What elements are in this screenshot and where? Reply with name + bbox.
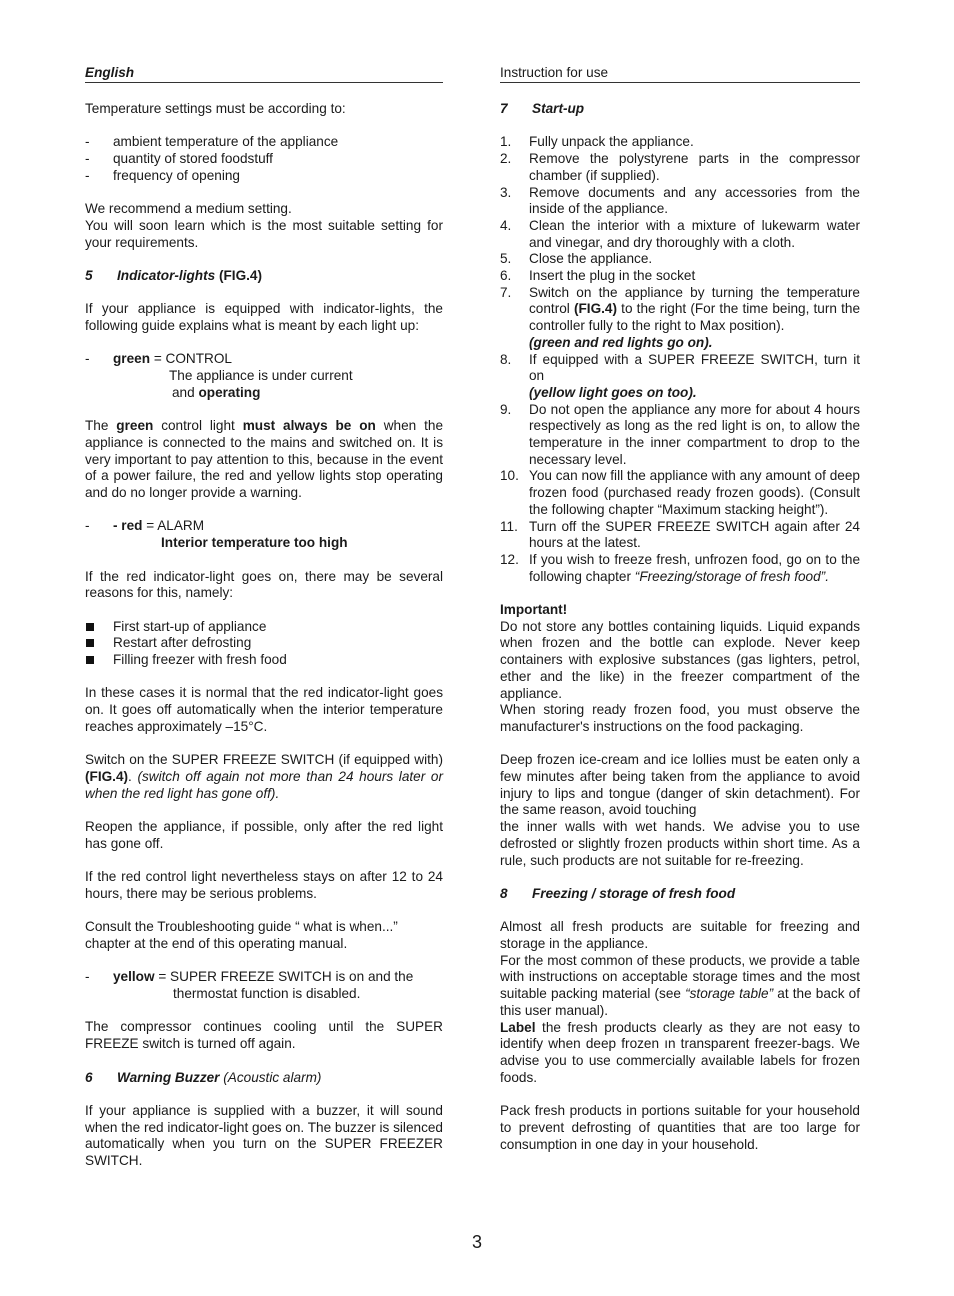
icecream-paragraph: Deep frozen ice-cream and ice lollies must be eaten only a few minutes after being taken from the appliance to avoid injury to lips and tongue (danger of skin detachment). For the same reason, avoid touching	[500, 752, 860, 818]
step-text: Remove documents and any accessories from the inside of the appliance.	[529, 184, 860, 217]
step-note: (yellow light goes on too).	[529, 384, 697, 400]
sf-p-4: (switch off again not more than 24 hours later or when the red light has gone off).	[85, 768, 443, 801]
green-p-2: green	[116, 418, 154, 434]
header-language: English	[85, 64, 443, 83]
green-value: = CONTROL	[153, 351, 232, 367]
icecream-paragraph-2: the inner walls with wet hands. We advise you to use defrosted or slightly frozen products within short time. As a rule, such products are not suitable for re-freezing.	[500, 819, 860, 868]
consult-line-2: chapter at the end of this operating manual.	[85, 935, 348, 951]
important-paragraph-1: Do not store any bottles containing liquids. Liquid expands when frozen and the bottle can explode. Never keep containers with explosive substances (gas lighters, petrol, ether and the like) in the freezer compartment of the appliance.	[500, 618, 860, 701]
step-text: Switch on the appliance by turning the temperature control	[529, 284, 860, 317]
step-text: Do not open the appliance any more for about 4 hours respectively as long as the red light is on, to allow the temperature in the inner compartment to drop to the necessary level.	[529, 401, 860, 467]
red-paragraph: If the red indicator-light goes on, there may be several reasons for this, namely:	[85, 568, 443, 601]
list-item: 2. Remove the polystyrene parts in the compressor chamber (if supplied).	[500, 151, 860, 183]
green-light-entry	[85, 351, 443, 368]
sf-p-2: (FIG.4)	[85, 768, 129, 784]
sf-p-1: Switch on the SUPER FREEZE SWITCH (if equipped with)	[85, 752, 443, 768]
yellow-value: = SUPER FREEZE SWITCH is on and the	[154, 969, 414, 985]
indicator-intro: If your appliance is equipped with indicator-lights, the following guide explains what is meant by each light up:	[85, 301, 443, 334]
section-6-heading	[85, 1070, 443, 1087]
list-item: 6. Insert the plug in the socket	[500, 268, 696, 284]
green-desc-2	[85, 385, 443, 402]
reason-item: First start-up of appliance	[85, 619, 443, 636]
temperature-factor: - ambient temperature of the appliance	[85, 134, 443, 151]
section-title: Start-up	[532, 101, 585, 116]
step-text: If equipped with a SUPER FREEZE SWITCH, turn it on	[529, 351, 860, 384]
list-item: 5. Close the appliance.	[500, 251, 653, 267]
figure-ref: (FIG.4)	[573, 301, 618, 317]
step-text: Remove the polystyrene parts in the compressor chamber (if supplied).	[529, 151, 860, 183]
recommend-text-2: You will soon learn which is the most suitable setting for your requirements.	[85, 217, 443, 250]
step-text: If you wish to freeze fresh, unfrozen food, go on to the following chapter	[529, 551, 860, 584]
list-item: 4. Clean the interior with a mixture of lukewarm water and vinegar, and dry thoroughly with a cloth.	[500, 217, 860, 250]
list-item: 12. If you wish to freeze fresh, unfrozen food, go on to the following chapter “Freezing/storage of fresh food”.	[500, 551, 860, 584]
section-title: Freezing / storage of fresh food	[532, 885, 736, 901]
stays-paragraph: If the red control light nevertheless stays on after 12 to 24 hours, there may be serious problems.	[85, 869, 443, 901]
recommend-text: We recommend a medium setting.	[85, 201, 292, 217]
sf-p-3: .	[128, 768, 138, 784]
list-item: 1. Fully unpack the appliance.	[500, 134, 694, 150]
section-number: 6	[85, 1069, 93, 1085]
label-keyword: Label	[500, 1019, 536, 1035]
temperature-intro: Temperature settings must be according to:	[85, 101, 346, 116]
reason-item: Filling freezer with fresh food	[85, 652, 443, 669]
fresh-paragraph-2	[500, 953, 860, 1020]
chapter-ref: “Freezing/storage of fresh food”.	[634, 568, 829, 584]
step-note: (green and red lights go on).	[529, 334, 713, 350]
fresh-p2-a: For the most common of these products, we provide a table with instructions on acceptable storage times and the most suitable packing material (see	[500, 952, 860, 1002]
green-desc-1: The appliance is under current	[169, 368, 353, 384]
list-item: 11. Turn off the SUPER FREEZE SWITCH again after 24 hours at the latest.	[500, 518, 860, 551]
step-text: Turn off the SUPER FREEZE SWITCH again after 24 hours at the latest.	[529, 518, 860, 551]
green-paragraph	[85, 418, 443, 502]
step-text: You can now fill the appliance with any amount of deep frozen food (purchased ready frozen goods). (Consult the following chapter “Maximum stacking height”).	[529, 468, 860, 517]
step-text: Clean the interior with a mixture of lukewarm water and vinegar, and dry thoroughly with a cloth.	[529, 217, 860, 250]
step-text: Close the appliance.	[529, 251, 653, 267]
step-text: to the right (For the time being, turn the controller fully to the right to Max position).	[529, 301, 860, 334]
section-title: Indicator-lights	[117, 267, 216, 283]
figure-ref: (FIG.4)	[218, 267, 263, 283]
green-desc-2b: operating	[198, 384, 261, 400]
buzzer-paragraph: If your appliance is supplied with a buzzer, it will sound when the red indicator-light goes on. The buzzer is silenced automatically when you turn on the SUPER FREEZER SWITCH.	[85, 1102, 443, 1169]
important-title: Important!	[500, 602, 568, 618]
normal-paragraph: In these cases it is normal that the red indicator-light goes on. It goes off automatically when the interior temperature reaches approximately –15°C.	[85, 685, 443, 734]
fresh-p2-c: at the back of this user manual).	[500, 986, 860, 1018]
reason-item: Restart after defrosting	[85, 635, 443, 652]
section-number: 7	[500, 101, 508, 116]
step-text: Fully unpack the appliance.	[529, 134, 694, 150]
list-item: 8. If equipped with a SUPER FREEZE SWITCH, turn it on (yellow light goes on too).	[500, 351, 860, 400]
list-item: 3. Remove documents and any accessories from the inside of the appliance.	[500, 184, 860, 217]
right-column	[500, 64, 860, 1153]
storage-table-ref: “storage table”	[685, 986, 774, 1002]
label-text: the fresh products clearly as they are not easy to identify when deep frozen ın transparent freezer-bags. We advise you to use commercially available labels for frozen foods.	[500, 1019, 860, 1085]
consult-line-1: Consult the Troubleshooting guide “ what is when...”	[85, 919, 398, 935]
important-paragraph-2: When storing ready frozen food, you must observe the manufacturer's instructions on the food packaging.	[500, 702, 860, 734]
super-freeze-paragraph	[85, 752, 443, 802]
green-p-4: must always be on	[242, 418, 376, 434]
green-key: green	[113, 351, 151, 367]
list-item: 10. You can now fill the appliance with any amount of deep frozen food (purchased ready frozen goods). (Consult the following chapter “Maximum stacking height”).	[500, 468, 860, 517]
section-number: 8	[500, 885, 508, 901]
green-p-3: control light	[153, 418, 243, 434]
green-p-1: The	[85, 418, 117, 434]
yellow-light-entry	[85, 969, 443, 986]
step-text: Insert the plug in the socket	[529, 268, 696, 284]
red-desc: Interior temperature too high	[161, 535, 348, 551]
header-doc-title: Instruction for use	[500, 64, 860, 83]
pack-paragraph: Pack fresh products in portions suitable for your household to prevent defrosting of quantities that are too large for consumption in one day in your household.	[500, 1103, 860, 1152]
temperature-factor: - quantity of stored foodstuff	[85, 151, 443, 168]
fresh-paragraph-1: Almost all fresh products are suitable for freezing and storage in the appliance.	[500, 919, 860, 952]
section-8-heading	[500, 886, 860, 903]
list-item: 7. Switch on the appliance by turning the temperature control (FIG.4) to the right (For the time being, turn the controller fully to the right to Max position). (green and red lights go on).	[500, 284, 860, 350]
red-value: = ALARM	[146, 518, 205, 534]
temperature-factor: - frequency of opening	[85, 168, 443, 185]
yellow-desc: thermostat function is disabled.	[173, 986, 361, 1002]
green-p-5: when the appliance is connected to the mains and switched on. It is very important to pay attention to this, because in the event of a power failure, the red and yellow lights stop operating and do no longer provide a warning.	[85, 418, 443, 501]
section-title: Warning Buzzer	[117, 1069, 220, 1085]
green-desc-2a: and	[172, 384, 199, 400]
list-item: 9. Do not open the appliance any more for about 4 hours respectively as long as the red light is on, to allow the temperature in the inner compartment to drop to the necessary level.	[500, 401, 860, 467]
page-number: 3	[471, 1232, 482, 1252]
compressor-paragraph: The compressor continues cooling until the SUPER FREEZE switch is turned off again.	[85, 1019, 443, 1052]
section-7-heading	[500, 101, 860, 118]
reopen-paragraph: Reopen the appliance, if possible, only after the red light has gone off.	[85, 819, 443, 851]
section-subtitle: (Acoustic alarm)	[223, 1069, 322, 1085]
left-column	[85, 64, 443, 1170]
label-paragraph	[500, 1020, 860, 1087]
yellow-key: yellow	[113, 969, 155, 985]
section-5-heading	[85, 268, 443, 285]
section-number: 5	[85, 267, 93, 283]
red-light-entry	[85, 518, 443, 535]
red-key: - red	[113, 518, 143, 534]
